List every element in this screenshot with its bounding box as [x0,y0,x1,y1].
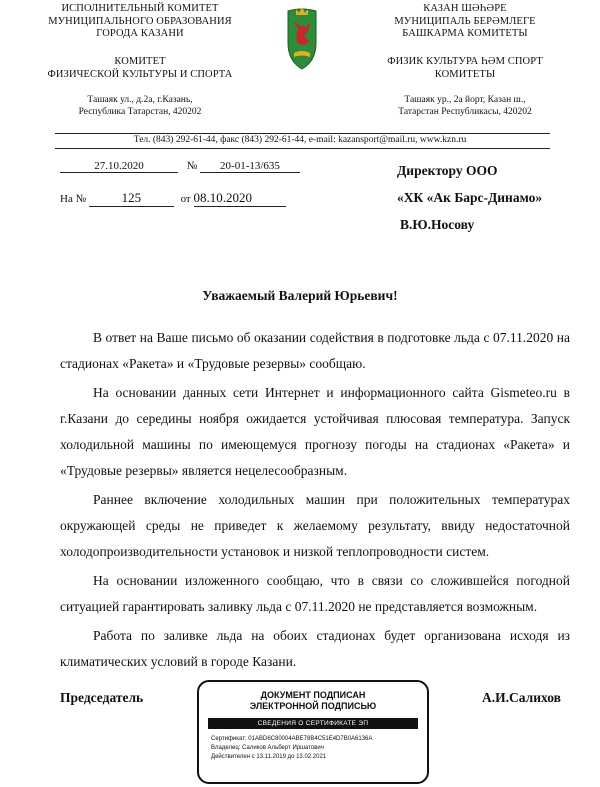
registration-line-1 [60,160,300,173]
stamp-owner: Владелец: Саликов Альберт Иршатович [211,745,324,751]
header-right-committee: ФИЗИК КУЛЬТУРА ҺӘМ СПОРТ КОМИТЕТЫ [387,56,543,80]
addressee-line-2: «ХК «Ак Барс-Динамо» [397,190,543,205]
paragraph: Раннее включение холодильных машин при положительных температурах окружающей среды не приведет к желаемому результату, ввиду недостаточной холодопроизводительности установок и низкой теплопроводности систем. [60,492,570,559]
outgoing-number: 20-01-13/635 [200,160,300,173]
stamp-validity: Действителен с 13.11.2019 до 13.02.2021 [211,754,327,760]
letter-body [60,325,570,678]
outgoing-number-label: № [186,160,198,172]
header-right-org: КАЗАН ШӘҺӘРЕ МУНИЦИПАЛЬ БЕРӘМЛЕГЕ БАШКАРМА КОМИТЕТЫ [394,3,536,39]
reference-date: 08.10.2020 [194,190,286,207]
addressee-line-1: Директору ООО [397,163,498,178]
addressee-line-3: В.Ю.Носову [400,217,475,232]
paragraph: Работа по заливке льда на обоих стадионах будет организована исходя из климатических условий в городе Казани. [60,628,570,669]
header-rule-top [55,133,550,134]
signature-position: Председатель [60,690,144,705]
header-left-address: Ташаяк ул., д.2а, г.Казань, Республика Татарстан, 420202 [78,95,202,117]
stamp-certificate-bar: СВЕДЕНИЯ О СЕРТИФИКАТЕ ЭП [208,718,418,729]
paragraph: В ответ на Ваше письмо об оказании содействия в подготовке льда с 07.11.2020 на стадионах «Ракета» и «Трудовые резервы» сообщаю. [60,330,570,371]
coat-of-arms-icon [282,3,322,71]
electronic-signature-stamp [197,680,429,784]
paragraph: На основании данных сети Интернет и информационного сайта Gismeteo.ru в г.Казани до середины ноября ожидается устойчивая плюсовая температура. Запуск холодильной машины по имеющемуся прогнозу погоды на стадионах «Ракета» и «Трудовые резервы» является нецелесообразным. [60,385,570,478]
stamp-title: ДОКУМЕНТ ПОДПИСАН ЭЛЕКТРОННОЙ ПОДПИСЬЮ [249,690,377,711]
reference-number: 125 [89,190,174,207]
reference-from-label: от [180,193,191,205]
salutation: Уважаемый Валерий Юрьевич! [202,288,398,303]
header-contact: Тел. (843) 292-61-44, факс (843) 292-61-44, e-mail: kazansport@mail.ru, www.kzn.ru [133,135,467,145]
stamp-certificate: Сертификат: 01ABD6C80004ABE78B4C51E4D7B0A6136A [211,736,373,742]
stamp-details [199,735,427,762]
header-left-org: ИСПОЛНИТЕЛЬНЫЙ КОМИТЕТ МУНИЦИПАЛЬНОГО ОБРАЗОВАНИЯ ГОРОДА КАЗАНИ [48,3,232,39]
header-right-address: Ташаяк ур., 2а йорт, Казан ш., Татарстан Республикасы, 420202 [398,95,532,117]
reference-number-label: На № [60,193,87,205]
signature-name: А.И.Салихов [482,690,561,705]
paragraph: На основании изложенного сообщаю, что в связи со сложившейся погодной ситуацией гарантировать заливку льда с 07.11.2020 не представляется возможным. [60,573,570,614]
header-left-committee: КОМИТЕТ ФИЗИЧЕСКОЙ КУЛЬТУРЫ И СПОРТА [47,56,233,80]
outgoing-date: 27.10.2020 [60,160,178,173]
header-rule-bottom [55,148,550,149]
registration-line-2 [60,190,286,207]
